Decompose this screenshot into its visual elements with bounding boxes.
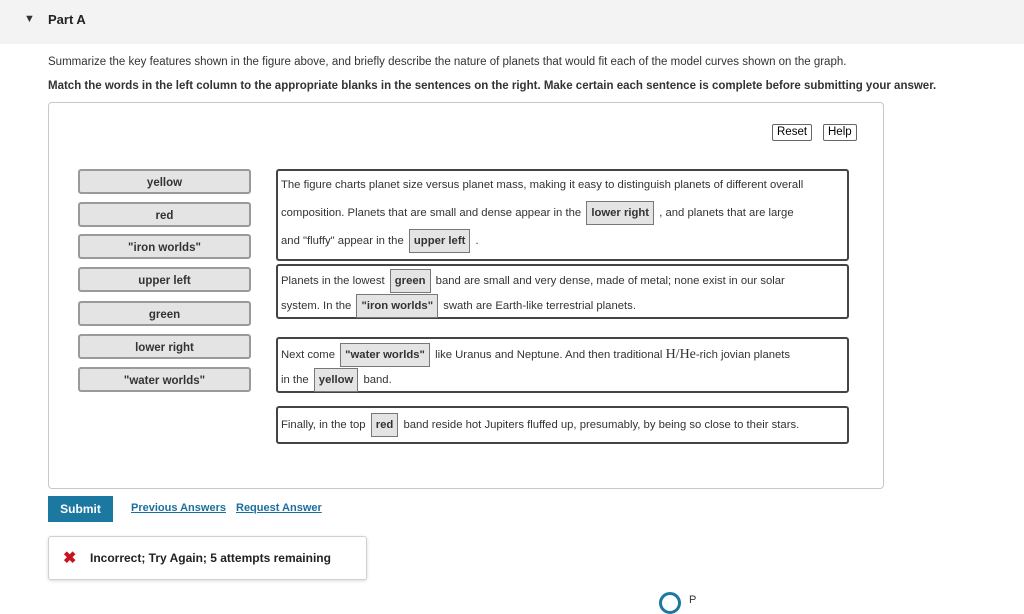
sentence-text: and "fluffy" appear in the <box>281 234 404 247</box>
feedback-box <box>48 536 367 580</box>
sentence-text: like Uranus and Neptune. And then traditional <box>435 348 663 361</box>
word-chip[interactable]: yellow <box>78 169 251 194</box>
sentence-box-3 <box>276 337 849 393</box>
drop-target[interactable]: yellow <box>314 368 359 392</box>
instruction-text: Summarize the key features shown in the figure above, and briefly describe the nature of planets that would fit each of the model curves shown on the graph. <box>48 56 847 68</box>
sentence-text: swath are Earth-like terrestrial planets. <box>443 299 636 312</box>
sentence-text: composition. Planets that are small and dense appear in the <box>281 206 582 219</box>
drag-drop-panel <box>48 102 884 489</box>
sentence-text: system. In the <box>281 299 352 312</box>
sentence-box-2 <box>276 264 849 319</box>
sentence-text: The figure charts planet size versus planet mass, making it easy to distinguish planets of different overall <box>281 179 804 191</box>
word-chip[interactable]: "water worlds" <box>78 367 251 392</box>
sentence-text: band reside hot Jupiters fluffed up, presumably, by being so close to their stars. <box>403 418 800 431</box>
sentence-box-1 <box>276 169 849 261</box>
drop-target[interactable]: red <box>371 413 399 437</box>
sentence-text: in the <box>281 373 309 386</box>
incorrect-x-icon: ✖ <box>63 550 77 567</box>
drop-target[interactable]: upper left <box>409 229 470 253</box>
footer-logo-text: P <box>689 594 697 606</box>
word-chip[interactable]: upper left <box>78 267 251 292</box>
submit-button[interactable]: Submit <box>48 496 113 522</box>
sentence-text: band are small and very dense, made of metal; none exist in our solar <box>435 274 785 287</box>
previous-answers-link[interactable]: Previous Answers <box>131 502 226 514</box>
sentence-box-4 <box>276 406 849 444</box>
matching-instruction: Match the words in the left column to the appropriate blanks in the sentences on the right. Make certain each sentence is complete before submitting your answer. <box>48 80 937 92</box>
drop-target[interactable]: "iron worlds" <box>356 294 438 318</box>
math-formula: H/He <box>665 346 696 362</box>
feedback-message: Incorrect; Try Again; 5 attempts remaining <box>90 551 331 565</box>
help-button[interactable]: Help <box>823 124 857 141</box>
sentence-text: Next come <box>281 348 335 361</box>
drop-target[interactable]: green <box>390 269 431 293</box>
pearson-logo-icon <box>659 592 681 614</box>
sentence-text: -rich jovian planets <box>695 348 791 361</box>
part-header[interactable] <box>0 0 1024 44</box>
sentence-text: . <box>475 234 479 247</box>
drop-target[interactable]: lower right <box>586 201 654 225</box>
sentence-text: Planets in the lowest <box>281 274 385 287</box>
request-answer-link[interactable]: Request Answer <box>236 502 322 514</box>
word-chip[interactable]: "iron worlds" <box>78 234 251 259</box>
sentence-text: band. <box>363 373 392 386</box>
word-chip[interactable]: lower right <box>78 334 251 359</box>
sentence-text: , and planets that are large <box>659 206 794 219</box>
sentence-text: Finally, in the top <box>281 418 366 431</box>
word-chip[interactable]: green <box>78 301 251 326</box>
part-title: Part A <box>48 12 86 27</box>
drop-target[interactable]: "water worlds" <box>340 343 430 367</box>
reset-button[interactable]: Reset <box>772 124 812 141</box>
collapse-caret-icon[interactable]: ▼ <box>24 13 35 25</box>
word-chip[interactable]: red <box>78 202 251 227</box>
